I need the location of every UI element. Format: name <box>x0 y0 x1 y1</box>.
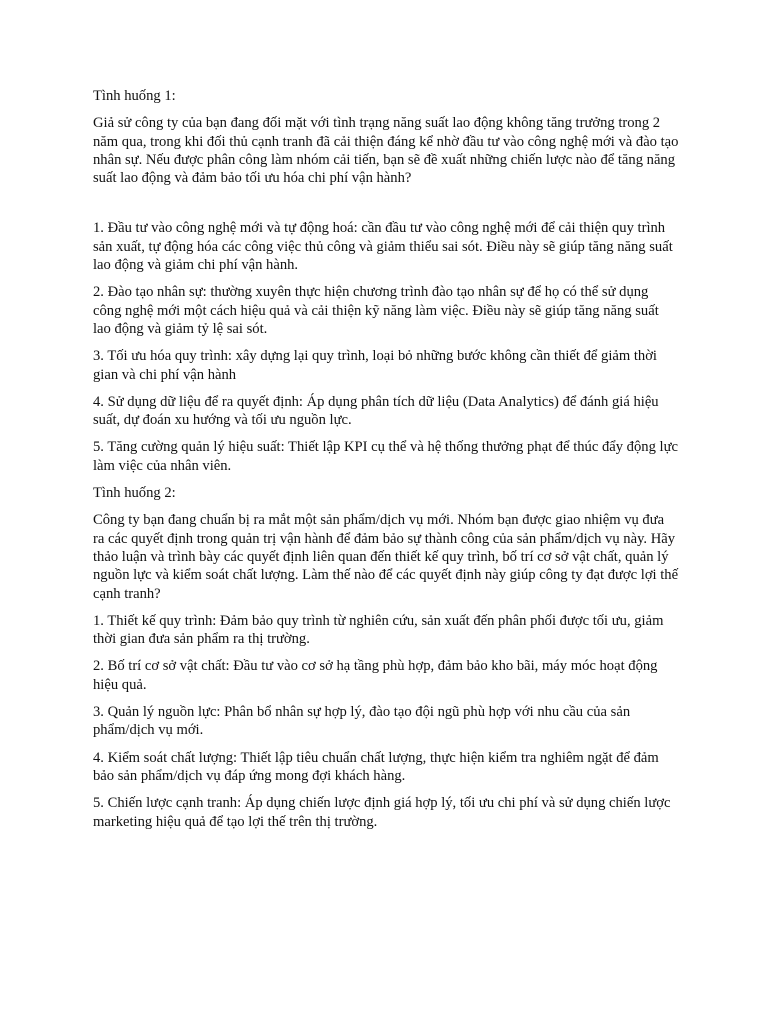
situation-2-title: Tình huống 2: <box>93 485 176 502</box>
situation-2-answer-4: 4. Kiểm soát chất lượng: Thiết lập tiêu chuẩn chất lượng, thực hiện kiểm tra nghiêm ngặt để đảm bảo sản phẩm/dịch vụ đáp ứng mong đợi khách hàng. <box>93 749 659 784</box>
document-body <box>93 87 679 840</box>
situation-1-title: Tình huống 1: <box>93 88 176 104</box>
situation-2-answer-1: 1. Thiết kế quy trình: Đảm bảo quy trình từ nghiên cứu, sản xuất đến phân phối được tối ưu, giảm thời gian đưa sản phẩm ra thị trường. <box>93 612 664 648</box>
situation-2-answer-3: 3. Quản lý nguồn lực: Phân bổ nhân sự hợp lý, đào tạo đội ngũ phù hợp với nhu cầu của sản phẩm/dịch vụ mới. <box>93 704 631 739</box>
situation-2-answer-2: 2. Bố trí cơ sở vật chất: Đầu tư vào cơ sở hạ tầng phù hợp, đảm bảo kho bãi, máy móc hoạt động hiệu quả. <box>93 658 658 693</box>
situation-1-answer-2: 2. Đào tạo nhân sự: thường xuyên thực hiện chương trình đào tạo nhân sự để họ có thể sử dụng công nghệ mới một cách hiệu quả và cải thiện kỹ năng làm việc. Điều này sẽ giúp tăng năng suất lao động và giảm tỷ lệ sai sót. <box>93 284 659 337</box>
situation-1-answer-4: 4. Sử dụng dữ liệu để ra quyết định: Áp dụng phân tích dữ liệu (Data Analytics) để đánh giá hiệu suất, dự đoán xu hướng và tối ưu nguồn lực. <box>93 393 659 429</box>
situation-1-answer-3: 3. Tối ưu hóa quy trình: xây dựng lại quy trình, loại bỏ những bước không cần thiết để giảm thời gian và chi phí vận hành <box>93 348 657 383</box>
situation-1-question: Giả sử công ty của bạn đang đối mặt với tình trạng năng suất lao động không tăng trưởng trong 2 năm qua, trong khi đối thủ cạnh tranh đã cải thiện đáng kể nhờ đầu tư vào công nghệ mới và đào tạo nhân sự. Nếu được phân công làm nhóm cải tiến, bạn sẽ đề xuất những chiến lược nào để tăng năng suất lao động và đảm bảo tối ưu hóa chi phí vận hành? <box>93 115 679 187</box>
situation-2-question: Công ty bạn đang chuẩn bị ra mắt một sản phẩm/dịch vụ mới. Nhóm bạn được giao nhiệm vụ đưa ra các quyết định trong quản trị vận hành để đảm bảo sự thành công của sản phẩm/dịch vụ này. Hãy thảo luận và trình bày các quyết định liên quan đến thiết kế quy trình, bố trí cơ sở vật chất, quản lý nguồn lực và kiểm soát chất lượng. Làm thế nào để các quyết định này giúp công ty đạt được lợi thế cạnh tranh? <box>93 512 679 602</box>
situation-2-answer-5: 5. Chiến lược cạnh tranh: Áp dụng chiến lược định giá hợp lý, tối ưu chi phí và sử dụng chiến lược marketing hiệu quả để tạo lợi thế trên thị trường. <box>93 795 671 830</box>
situation-1-answer-1: 1. Đầu tư vào công nghệ mới và tự động hoá: cần đầu tư vào công nghệ mới để cải thiện quy trình sản xuất, tự động hóa các công việc thủ công và giảm thiểu sai sót. Điều này sẽ giúp tăng năng suất lao động và giảm chi phí vận hành. <box>93 220 673 274</box>
situation-1-answer-5: 5. Tăng cường quản lý hiệu suất: Thiết lập KPI cụ thể và hệ thống thưởng phạt để thúc đẩy động lực làm việc của nhân viên. <box>93 439 678 474</box>
